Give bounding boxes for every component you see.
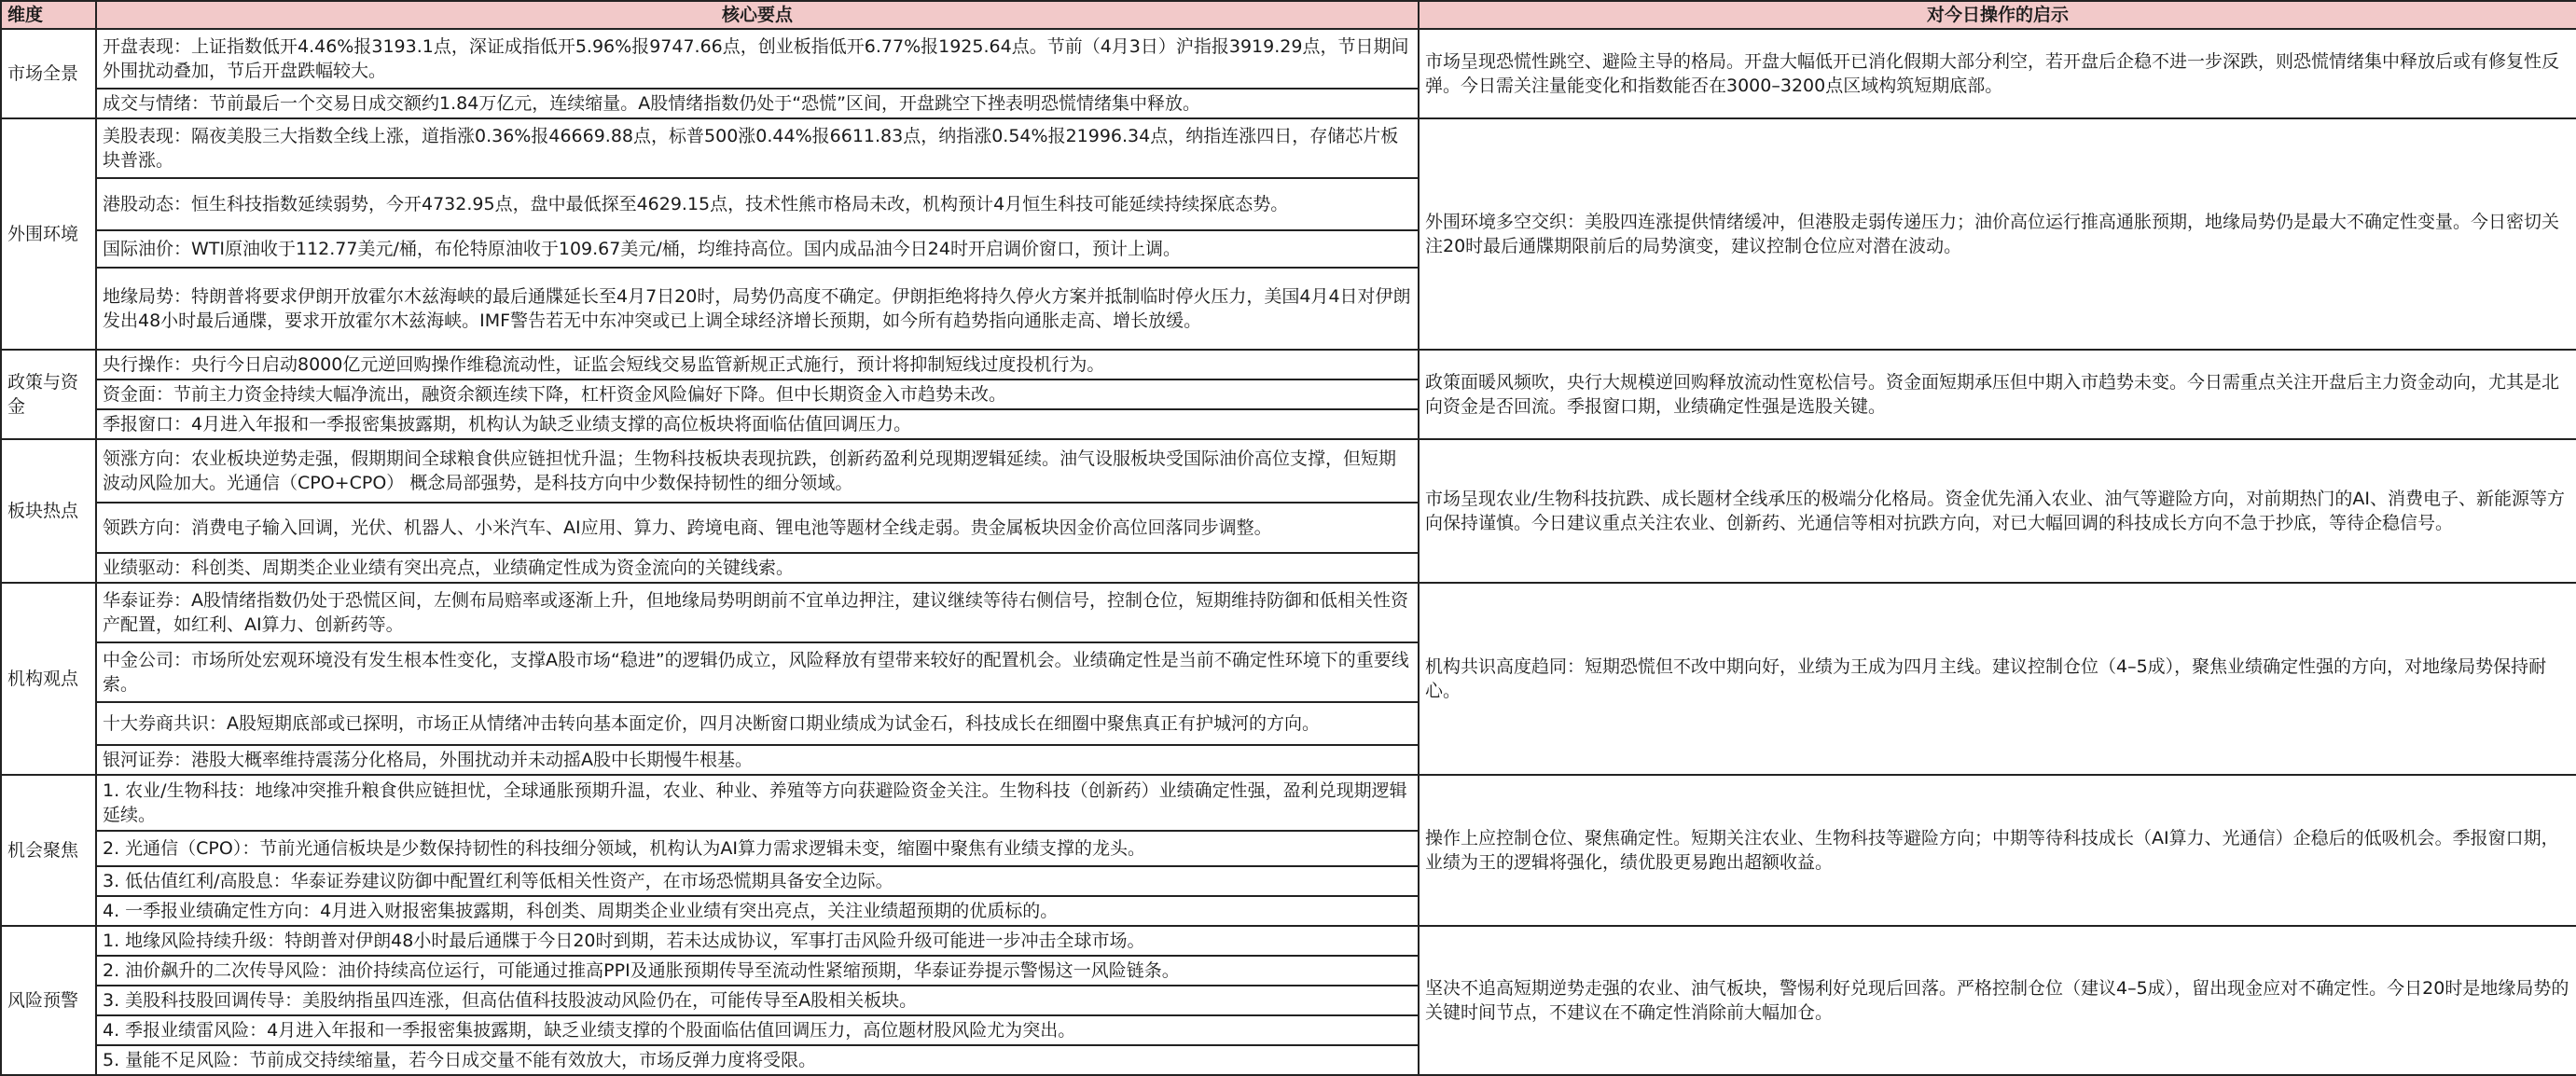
key-point-cell: 港股动态：恒生科技指数延续弱势，今开4732.95点，盘中最低探至4629.15点，技术性熊市格局未改，机构预计4月恒生科技可能延续持续探底态势。: [96, 178, 1419, 230]
key-point-cell: 中金公司：市场所处宏观环境没有发生根本性变化，支撑A股市场“稳进”的逻辑仍成立，风险释放有望带来较好的配置机会。业绩确定性是当前不确定性环境下的重要线索。: [96, 642, 1419, 702]
dimension-cell: 外围环境: [1, 118, 96, 350]
insight-cell: 机构共识高度趋同：短期恐慌但不改中期向好，业绩为王成为四月主线。建议控制仓位（4–5成），聚焦业绩确定性强的方向，对地缘局势保持耐心。: [1419, 583, 2576, 775]
key-point-cell: 季报窗口：4月进入年报和一季报密集披露期，机构认为缺乏业绩支撑的高位板块将面临估值回调压力。: [96, 409, 1419, 439]
key-point-cell: 2. 油价飙升的二次传导风险：油价持续高位运行，可能通过推高PPI及通胀预期传导至流动性紧缩预期，华泰证券提示警惕这一风险链条。: [96, 956, 1419, 986]
dimension-cell: 板块热点: [1, 439, 96, 583]
key-point-cell: 成交与情绪：节前最后一个交易日成交额约1.84万亿元，连续缩量。A股情绪指数仍处于“恐慌”区间，开盘跳空下挫表明恐慌情绪集中释放。: [96, 89, 1419, 118]
key-point-cell: 领跌方向：消费电子输入回调，光伏、机器人、小米汽车、AI应用、算力、跨境电商、锂电池等题材全线走弱。贵金属板块因金价高位回落同步调整。: [96, 503, 1419, 553]
key-point-cell: 国际油价：WTI原油收于112.77美元/桶，布伦特原油收于109.67美元/桶，均维持高位。国内成品油今日24时开启调价窗口，预计上调。: [96, 230, 1419, 268]
insight-cell: 市场呈现恐慌性跳空、避险主导的格局。开盘大幅低开已消化假期大部分利空，若开盘后企稳不进一步深跌，则恐慌情绪集中释放后或有修复性反弹。今日需关注量能变化和指数能否在3000–3200点区域构筑短期底部。: [1419, 29, 2576, 118]
key-point-cell: 1. 地缘风险持续升级：特朗普对伊朗48小时最后通牒于今日20时到期，若未达成协议，军事打击风险升级可能进一步冲击全球市场。: [96, 926, 1419, 956]
dimension-cell: 风险预警: [1, 926, 96, 1075]
table-row: [1, 118, 2576, 178]
insight-cell: 坚决不追高短期逆势走强的农业、油气板块，警惕利好兑现后回落。严格控制仓位（建议4–5成），留出现金应对不确定性。今日20时是地缘局势的关键时间节点，不建议在不确定性消除前大幅加仓。: [1419, 926, 2576, 1075]
key-point-cell: 地缘局势：特朗普将要求伊朗开放霍尔木兹海峡的最后通牒延长至4月7日20时，局势仍高度不确定。伊朗拒绝将持久停火方案并抵制临时停火压力，美国4月4日对伊朗发出48小时最后通牒，要求开放霍尔木兹海峡。IMF警告若无中东冲突或已上调全球经济增长预期，如今所有趋势指向通胀走高、增长放缓。: [96, 268, 1419, 350]
key-point-cell: 2. 光通信（CPO）：节前光通信板块是少数保持韧性的科技细分领域，机构认为AI算力需求逻辑未变，缩圈中聚焦有业绩支撑的龙头。: [96, 831, 1419, 866]
table-row: [1, 775, 2576, 831]
key-point-cell: 5. 量能不足风险：节前成交持续缩量，若今日成交量不能有效放大，市场反弹力度将受限。: [96, 1045, 1419, 1075]
header-key-points: 核心要点: [96, 1, 1419, 29]
table-row: [1, 926, 2576, 956]
insight-cell: 外围环境多空交织：美股四连涨提供情绪缓冲，但港股走弱传递压力；油价高位运行推高通胀预期，地缘局势仍是最大不确定性变量。今日密切关注20时最后通牒期限前后的局势演变，建议控制仓位应对潜在波动。: [1419, 118, 2576, 350]
table-row: [1, 439, 2576, 503]
key-point-cell: 开盘表现：上证指数低开4.46%报3193.1点，深证成指低开5.96%报9747.66点，创业板指低开6.77%报1925.64点。节前（4月3日）沪指报3919.29点，节日期间外围扰动叠加，节后开盘跌幅较大。: [96, 29, 1419, 89]
key-point-cell: 业绩驱动：科创类、周期类企业业绩有突出亮点，业绩确定性成为资金流向的关键线索。: [96, 553, 1419, 583]
dimension-cell: 政策与资金: [1, 350, 96, 439]
insight-cell: 政策面暖风频吹，央行大规模逆回购释放流动性宽松信号。资金面短期承压但中期入市趋势未变。今日需重点关注开盘后主力资金动向，尤其是北向资金是否回流。季报窗口期，业绩确定性强是选股关键。: [1419, 350, 2576, 439]
key-point-cell: 1. 农业/生物科技：地缘冲突推升粮食供应链担忧，全球通胀预期升温，农业、种业、养殖等方向获避险资金关注。生物科技（创新药）业绩确定性强，盈利兑现期逻辑延续。: [96, 775, 1419, 831]
table-row: [1, 583, 2576, 642]
key-point-cell: 十大券商共识：A股短期底部或已探明，市场正从情绪冲击转向基本面定价，四月决断窗口期业绩成为试金石，科技成长在细圈中聚焦真正有护城河的方向。: [96, 702, 1419, 745]
key-point-cell: 央行操作：央行今日启动8000亿元逆回购操作维稳流动性，证监会短线交易监管新规正式施行，预计将抑制短线过度投机行为。: [96, 350, 1419, 379]
key-point-cell: 4. 季报业绩雷风险：4月进入年报和一季报密集披露期，缺乏业绩支撑的个股面临估值回调压力，高位题材股风险尤为突出。: [96, 1015, 1419, 1045]
key-point-cell: 美股表现：隔夜美股三大指数全线上涨，道指涨0.36%报46669.88点，标普500涨0.44%报6611.83点，纳指涨0.54%报21996.34点，纳指连涨四日，存储芯片板块普涨。: [96, 118, 1419, 178]
dimension-cell: 市场全景: [1, 29, 96, 118]
key-point-cell: 3. 低估值红利/高股息：华泰证券建议防御中配置红利等低相关性资产，在市场恐慌期具备安全边际。: [96, 866, 1419, 896]
insight-cell: 市场呈现农业/生物科技抗跌、成长题材全线承压的极端分化格局。资金优先涌入农业、油气等避险方向，对前期热门的AI、消费电子、新能源等方向保持谨慎。今日建议重点关注农业、创新药、光通信等相对抗跌方向，对已大幅回调的科技成长方向不急于抄底，等待企稳信号。: [1419, 439, 2576, 583]
key-point-cell: 4. 一季报业绩确定性方向：4月进入财报密集披露期，科创类、周期类企业业绩有突出亮点，关注业绩超预期的优质标的。: [96, 896, 1419, 926]
key-point-cell: 领涨方向：农业板块逆势走强，假期期间全球粮食供应链担忧升温；生物科技板块表现抗跌，创新药盈利兑现期逻辑延续。油气设服板块受国际油价高位支撑，但短期波动风险加大。光通信（CPO+CPO） 概念局部强势，是科技方向中少数保持韧性的细分领域。: [96, 439, 1419, 503]
table-row: [1, 350, 2576, 379]
insight-cell: 操作上应控制仓位、聚焦确定性。短期关注农业、生物科技等避险方向；中期等待科技成长（AI算力、光通信）企稳后的低吸机会。季报窗口期，业绩为王的逻辑将强化，绩优股更易跑出超额收益。: [1419, 775, 2576, 926]
key-point-cell: 银河证券：港股大概率维持震荡分化格局，外围扰动并未动摇A股中长期慢牛根基。: [96, 745, 1419, 775]
header-dimension: 维度: [1, 1, 96, 29]
key-point-cell: 3. 美股科技股回调传导：美股纳指虽四连涨，但高估值科技股波动风险仍在，可能传导至A股相关板块。: [96, 986, 1419, 1015]
header-row: [1, 1, 2576, 29]
key-point-cell: 资金面：节前主力资金持续大幅净流出，融资余额连续下降，杠杆资金风险偏好下降。但中长期资金入市趋势未改。: [96, 379, 1419, 409]
key-point-cell: 华泰证券：A股情绪指数仍处于恐慌区间，左侧布局赔率或逐渐上升，但地缘局势明朗前不宜单边押注，建议继续等待右侧信号，控制仓位，短期维持防御和低相关性资产配置，如红利、AI算力、创新药等。: [96, 583, 1419, 642]
header-insight: 对今日操作的启示: [1419, 1, 2576, 29]
dimension-cell: 机构观点: [1, 583, 96, 775]
dimension-cell: 机会聚焦: [1, 775, 96, 926]
table-row: [1, 29, 2576, 89]
